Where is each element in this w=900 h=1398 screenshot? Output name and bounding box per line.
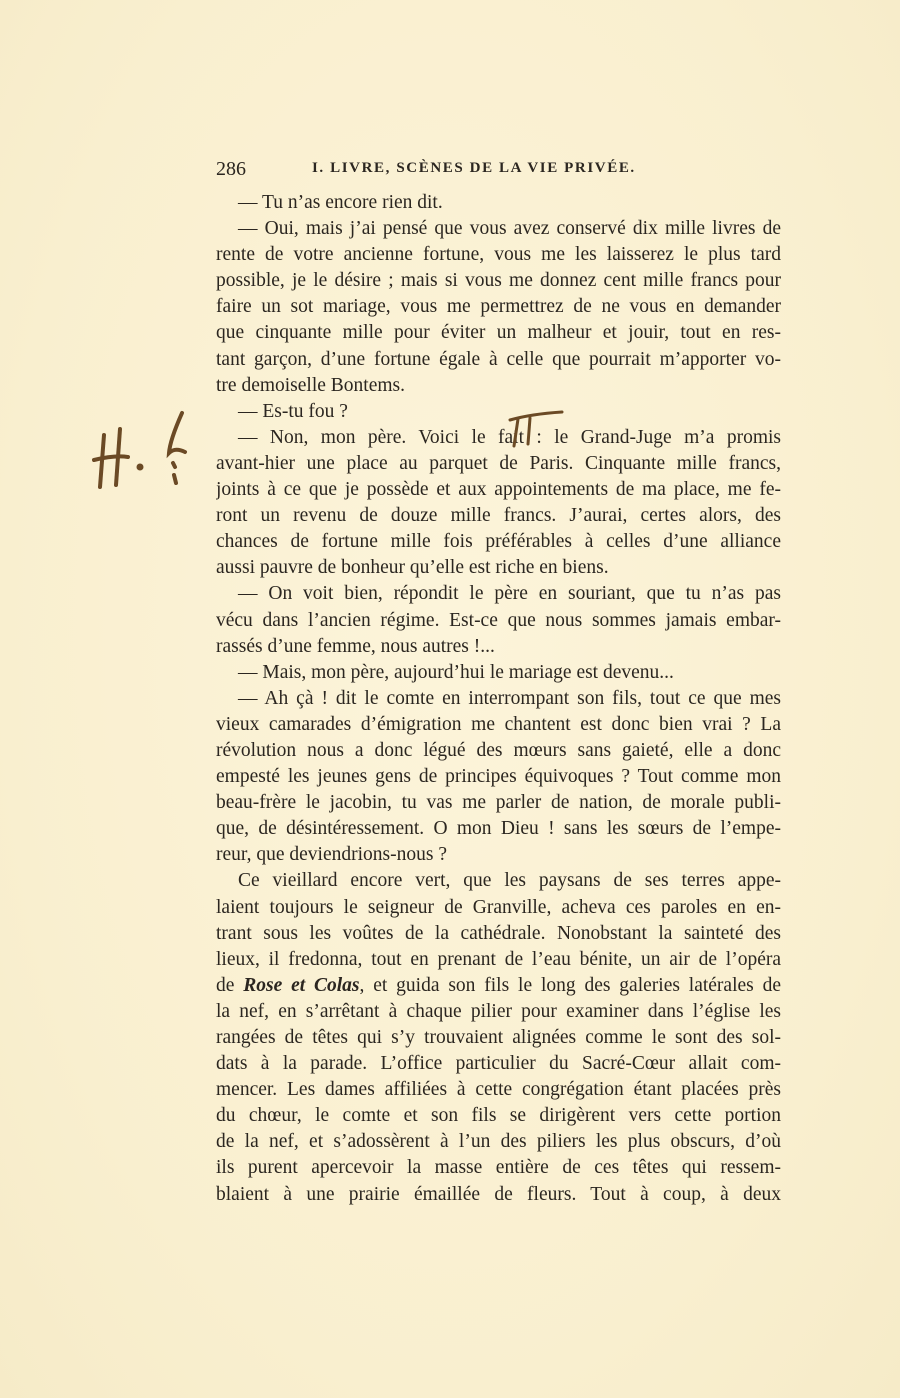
text-line: — Mais, mon père, aujourd’hui le mariage est devenu... (238, 661, 674, 683)
text-line: ils purent apercevoir la masse entière de ces têtes qui ressem- (216, 1157, 781, 1179)
text-line: lieux, il fredonna, tout en prenant de l’eau bénite, un air de l’opéra (216, 948, 781, 970)
handwritten-insert-mark (506, 410, 566, 450)
text-line: aussi pauvre de bonheur qu’elle est riche en biens. (216, 557, 609, 579)
page-header (216, 158, 781, 184)
text-line: rente de votre ancienne fortune, vous me les laisserez le plus tard (216, 244, 781, 266)
text-line: ront un revenu de douze mille francs. J’aurai, certes alors, des (216, 505, 781, 527)
text-line: faire un sot mariage, vous me permettrez de ne vous en demander (216, 296, 781, 318)
text-line: que, de désintéressement. O mon Dieu ! sans les sœurs de l’empe- (216, 818, 781, 840)
text-line: — Tu n’as encore rien dit. (238, 192, 443, 213)
text-line: de la nef, et s’adossèrent à l’un des piliers les plus obscurs, d’où (216, 1131, 781, 1153)
text-line: blaient à une prairie émaillée de fleurs. Tout à coup, à deux (216, 1183, 781, 1205)
text-line: — On voit bien, répondit le père en souriant, que tu n’as pas (238, 583, 781, 605)
text-line: — Oui, mais j’ai pensé que vous avez conservé dix mille livres de (238, 218, 781, 240)
page-number: 286 (216, 158, 246, 180)
running-title: I. LIVRE, SCÈNES DE LA VIE PRIVÉE. (312, 160, 636, 176)
text-fragment: , et guida son fils le long des galeries latérales de (359, 974, 781, 996)
text-line: tant garçon, d’une fortune égale à celle que pourrait m’apporter vo- (216, 348, 781, 370)
text-line: reur, que deviendrions-nous ? (216, 844, 447, 866)
text-line: du chœur, le comte et son fils se dirigèrent vers cette portion (216, 1105, 781, 1127)
text-line: chances de fortune mille fois préférables à celles d’une alliance (216, 531, 781, 553)
body-text (216, 190, 781, 1208)
text-line: trant sous les voûtes de la cathédrale. Nonobstant la sainteté des (216, 922, 781, 944)
text-line: — Non, mon père. Voici le fait : le Grand-Juge m’a promis (238, 426, 781, 448)
text-line: dats à la parade. L’office particulier du Sacré-Cœur allait com- (216, 1053, 781, 1075)
text-line: — Ah çà ! dit le comte en interrompant son fils, tout ce que mes (238, 687, 781, 709)
text-line: rassés d’une femme, nous autres !... (216, 635, 495, 657)
text-line: Ce vieillard encore vert, que les paysans de ses terres appe- (238, 870, 781, 892)
text-fragment: de (216, 974, 244, 996)
text-line (216, 973, 781, 999)
text-line: laient toujours le seigneur de Granville, acheva ces paroles en en- (216, 896, 781, 918)
text-line: tre demoiselle Bontems. (216, 374, 406, 396)
text-line: beau-frère le jacobin, tu vas me parler de nation, de morale publi- (216, 792, 781, 814)
text-line: rangées de têtes qui s’y trouvaient alignées comme le sont des sol- (216, 1027, 781, 1048)
text-line: possible, je le désire ; mais si vous me donnez cent mille francs pour (216, 270, 781, 292)
text-line: la nef, en s’arrêtant à chaque pilier pour examiner dans l’église les (216, 1000, 781, 1022)
text-line: empesté les jeunes gens de principes équivoques ? Tout comme mon (216, 766, 781, 788)
handwritten-annotation (90, 405, 200, 500)
text-line: mencer. Les dames affiliées à cette congrégation étant placées près (216, 1079, 781, 1101)
text-line: que cinquante mille pour éviter un malheur et jouir, tout en res- (216, 322, 781, 344)
text-line: vécu dans l’ancien régime. Est-ce que nous sommes jamais embar- (216, 609, 781, 631)
text-line: joints à ce que je possède et aux appointements de ma place, me fe- (216, 479, 781, 501)
text-line: avant-hier une place au parquet de Paris. Cinquante mille francs, (216, 452, 781, 474)
text-line: révolution nous a donc légué des mœurs sans gaieté, elle a donc (216, 739, 781, 761)
text-line: vieux camarades d’émigration me chantent est donc bien vrai ? La (216, 713, 781, 735)
italic-title: Rose et Colas (243, 974, 360, 996)
text-line: — Es-tu fou ? (238, 400, 348, 422)
